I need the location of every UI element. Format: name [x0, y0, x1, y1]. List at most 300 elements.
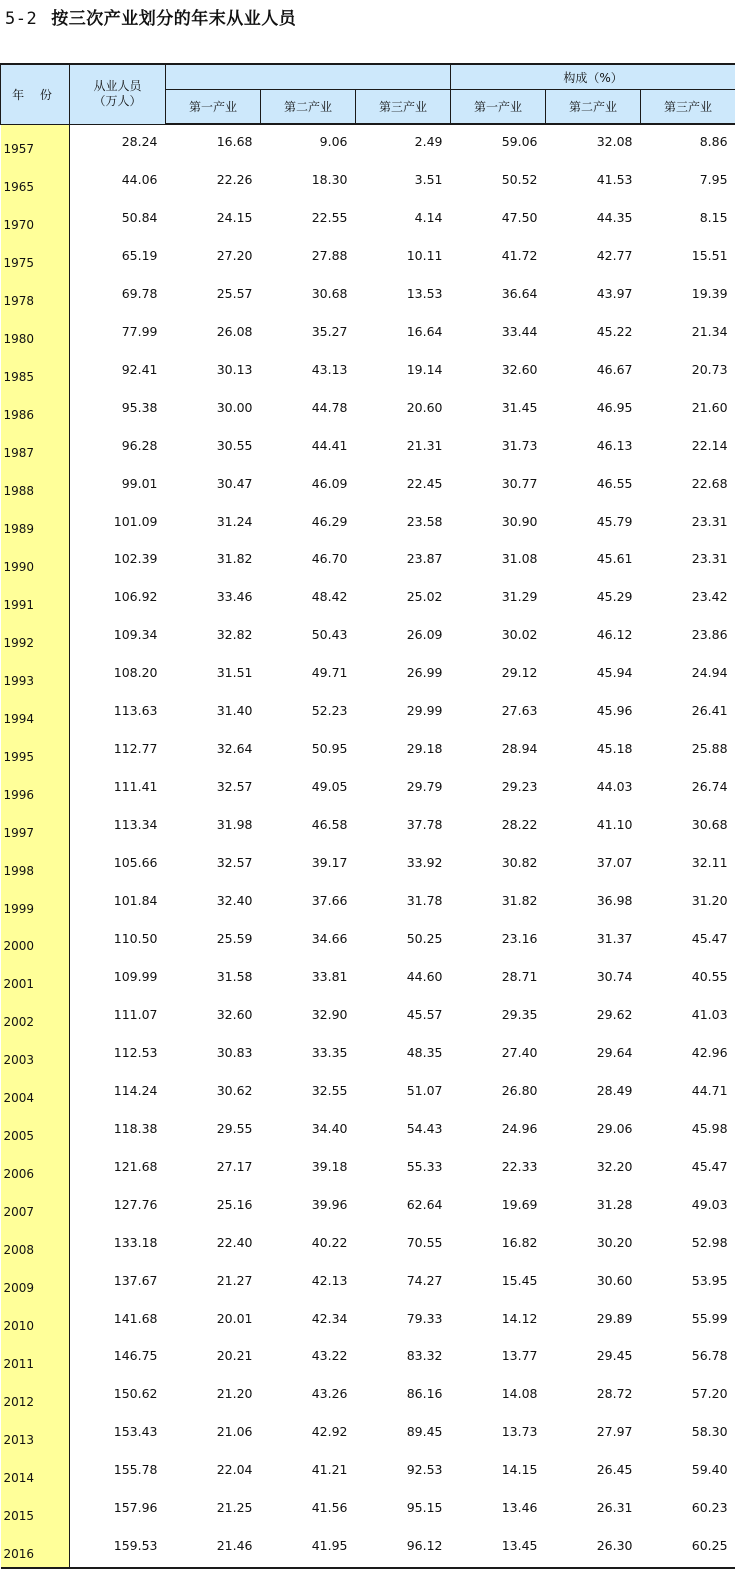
tertiary-count-cell: 92.53 — [356, 1453, 451, 1491]
tertiary-count-cell: 23.87 — [356, 542, 451, 580]
primary-count-cell: 21.25 — [166, 1491, 261, 1529]
tertiary-share-cell: 44.71 — [641, 1073, 735, 1111]
total-employed-cell: 109.34 — [70, 618, 166, 656]
total-employed-cell: 153.43 — [70, 1415, 166, 1453]
tertiary-share-cell: 26.74 — [641, 770, 735, 808]
primary-count-cell: 32.64 — [166, 732, 261, 770]
year-cell: 2011 — [1, 1339, 70, 1377]
secondary-share-cell: 41.10 — [546, 808, 641, 846]
table-row — [1, 808, 735, 846]
table-row — [1, 694, 735, 732]
total-employed-cell: 141.68 — [70, 1301, 166, 1339]
primary-share-cell: 28.94 — [451, 732, 546, 770]
secondary-share-cell: 29.62 — [546, 997, 641, 1035]
secondary-share-cell: 45.29 — [546, 580, 641, 618]
table-row — [1, 124, 735, 162]
primary-count-cell: 21.06 — [166, 1415, 261, 1453]
secondary-share-cell: 44.35 — [546, 200, 641, 238]
table-row — [1, 770, 735, 808]
primary-share-cell: 26.80 — [451, 1073, 546, 1111]
composition-group-header: 构成（%） — [451, 64, 735, 90]
year-cell: 1980 — [1, 314, 70, 352]
secondary-share-cell: 26.45 — [546, 1453, 641, 1491]
counts-group-header — [166, 64, 451, 90]
table-row — [1, 580, 735, 618]
tertiary-count-cell: 3.51 — [356, 162, 451, 200]
tertiary-share-cell: 8.15 — [641, 200, 735, 238]
primary-count-cell: 21.27 — [166, 1263, 261, 1301]
year-cell: 1996 — [1, 770, 70, 808]
primary-count-cell: 27.17 — [166, 1149, 261, 1187]
tertiary-share-cell: 20.73 — [641, 352, 735, 390]
secondary-count-cell: 40.22 — [261, 1225, 356, 1263]
tertiary-share-cell: 15.51 — [641, 238, 735, 276]
tertiary-share-cell: 49.03 — [641, 1187, 735, 1225]
tertiary-share-cell: 19.39 — [641, 276, 735, 314]
primary-share-cell: 14.08 — [451, 1377, 546, 1415]
table-row — [1, 314, 735, 352]
primary-share-cell: 41.72 — [451, 238, 546, 276]
primary-share-cell: 16.82 — [451, 1225, 546, 1263]
tertiary-share-cell: 25.88 — [641, 732, 735, 770]
primary-count-cell: 31.24 — [166, 504, 261, 542]
primary-share-cell: 23.16 — [451, 922, 546, 960]
tertiary-count-cell: 83.32 — [356, 1339, 451, 1377]
tertiary-share-cell: 21.60 — [641, 390, 735, 428]
primary-count-cell: 31.40 — [166, 694, 261, 732]
tertiary-industry-header: 第三产业 — [356, 90, 451, 125]
tertiary-count-cell: 25.02 — [356, 580, 451, 618]
secondary-share-cell: 45.18 — [546, 732, 641, 770]
year-cell: 1993 — [1, 656, 70, 694]
secondary-share-cell: 32.08 — [546, 124, 641, 162]
secondary-count-cell: 9.06 — [261, 124, 356, 162]
secondary-count-cell: 37.66 — [261, 884, 356, 922]
total-employed-cell: 159.53 — [70, 1529, 166, 1568]
primary-share-cell: 13.45 — [451, 1529, 546, 1568]
tertiary-count-cell: 19.14 — [356, 352, 451, 390]
table-row — [1, 846, 735, 884]
secondary-share-cell: 27.97 — [546, 1415, 641, 1453]
primary-count-cell: 20.01 — [166, 1301, 261, 1339]
tertiary-share-cell: 57.20 — [641, 1377, 735, 1415]
table-row — [1, 884, 735, 922]
primary-count-cell: 30.47 — [166, 466, 261, 504]
primary-industry-header: 第一产业 — [166, 90, 261, 125]
table-row — [1, 618, 735, 656]
year-cell: 1985 — [1, 352, 70, 390]
tertiary-share-cell: 53.95 — [641, 1263, 735, 1301]
secondary-share-cell: 26.30 — [546, 1529, 641, 1568]
secondary-share-cell: 46.67 — [546, 352, 641, 390]
primary-share-cell: 32.60 — [451, 352, 546, 390]
table-row — [1, 504, 735, 542]
table-row — [1, 352, 735, 390]
table-row — [1, 959, 735, 997]
secondary-share-cell: 30.74 — [546, 959, 641, 997]
secondary-share-cell: 46.12 — [546, 618, 641, 656]
secondary-share-cell: 28.72 — [546, 1377, 641, 1415]
tertiary-count-cell: 44.60 — [356, 959, 451, 997]
year-cell: 1975 — [1, 238, 70, 276]
secondary-share-cell: 45.61 — [546, 542, 641, 580]
tertiary-share-cell: 22.14 — [641, 428, 735, 466]
table-row — [1, 428, 735, 466]
table-row — [1, 1301, 735, 1339]
primary-count-cell: 32.40 — [166, 884, 261, 922]
table-row — [1, 1529, 735, 1568]
primary-count-cell: 32.57 — [166, 770, 261, 808]
secondary-share-cell: 43.97 — [546, 276, 641, 314]
secondary-count-cell: 52.23 — [261, 694, 356, 732]
year-cell: 2008 — [1, 1225, 70, 1263]
table-row — [1, 1149, 735, 1187]
tertiary-count-cell: 37.78 — [356, 808, 451, 846]
tertiary-count-cell: 55.33 — [356, 1149, 451, 1187]
tertiary-count-cell: 16.64 — [356, 314, 451, 352]
secondary-share-cell: 37.07 — [546, 846, 641, 884]
secondary-share-cell: 46.13 — [546, 428, 641, 466]
tertiary-share-cell: 30.68 — [641, 808, 735, 846]
secondary-count-cell: 42.13 — [261, 1263, 356, 1301]
total-employed-cell: 146.75 — [70, 1339, 166, 1377]
primary-count-cell: 21.20 — [166, 1377, 261, 1415]
table-row — [1, 1111, 735, 1149]
total-employed-cell: 106.92 — [70, 580, 166, 618]
tertiary-count-cell: 29.79 — [356, 770, 451, 808]
primary-share-cell: 29.35 — [451, 997, 546, 1035]
total-employed-cell: 50.84 — [70, 200, 166, 238]
primary-count-cell: 24.15 — [166, 200, 261, 238]
primary-share-cell: 24.96 — [451, 1111, 546, 1149]
secondary-share-cell: 29.89 — [546, 1301, 641, 1339]
table-row — [1, 1263, 735, 1301]
primary-count-cell: 32.57 — [166, 846, 261, 884]
tertiary-share-cell: 45.47 — [641, 922, 735, 960]
total-employed-cell: 113.63 — [70, 694, 166, 732]
table-row — [1, 466, 735, 504]
primary-share-cell: 30.90 — [451, 504, 546, 542]
secondary-share-cell: 45.94 — [546, 656, 641, 694]
total-employed-cell: 112.53 — [70, 1035, 166, 1073]
tertiary-count-cell: 74.27 — [356, 1263, 451, 1301]
secondary-share-cell: 29.06 — [546, 1111, 641, 1149]
tertiary-count-cell: 29.99 — [356, 694, 451, 732]
primary-count-cell: 22.40 — [166, 1225, 261, 1263]
primary-count-cell: 30.83 — [166, 1035, 261, 1073]
total-employed-cell: 96.28 — [70, 428, 166, 466]
primary-count-cell: 30.00 — [166, 390, 261, 428]
tertiary-share-cell: 45.47 — [641, 1149, 735, 1187]
table-title: 按三次产业划分的年末从业人员 — [51, 9, 296, 29]
secondary-count-cell: 34.40 — [261, 1111, 356, 1149]
table-body — [1, 124, 735, 1568]
total-employed-cell: 157.96 — [70, 1491, 166, 1529]
primary-share-cell: 31.73 — [451, 428, 546, 466]
tertiary-share-cell: 42.96 — [641, 1035, 735, 1073]
total-employed-cell: 101.84 — [70, 884, 166, 922]
total-employed-cell: 99.01 — [70, 466, 166, 504]
secondary-share-cell: 26.31 — [546, 1491, 641, 1529]
year-cell: 1990 — [1, 542, 70, 580]
total-employed-cell: 95.38 — [70, 390, 166, 428]
tertiary-count-cell: 13.53 — [356, 276, 451, 314]
total-employed-cell: 127.76 — [70, 1187, 166, 1225]
primary-share-cell: 28.22 — [451, 808, 546, 846]
year-cell: 1965 — [1, 162, 70, 200]
tertiary-share-cell: 22.68 — [641, 466, 735, 504]
tertiary-share-cell: 23.31 — [641, 504, 735, 542]
table-number: 5-2 — [5, 9, 37, 29]
primary-share-cell: 22.33 — [451, 1149, 546, 1187]
primary-share-cell: 15.45 — [451, 1263, 546, 1301]
primary-count-cell: 31.98 — [166, 808, 261, 846]
table-row — [1, 1339, 735, 1377]
year-cell: 2013 — [1, 1415, 70, 1453]
total-employed-unit: （万人） — [70, 94, 165, 109]
tertiary-share-cell: 60.25 — [641, 1529, 735, 1568]
secondary-count-cell: 39.96 — [261, 1187, 356, 1225]
tertiary-share-header: 第三产业 — [641, 90, 735, 125]
primary-share-cell: 27.40 — [451, 1035, 546, 1073]
year-cell: 1994 — [1, 694, 70, 732]
year-cell: 1998 — [1, 846, 70, 884]
secondary-count-cell: 18.30 — [261, 162, 356, 200]
primary-share-cell: 14.12 — [451, 1301, 546, 1339]
secondary-count-cell: 33.35 — [261, 1035, 356, 1073]
table-row — [1, 1073, 735, 1111]
tertiary-share-cell: 8.86 — [641, 124, 735, 162]
secondary-count-cell: 34.66 — [261, 922, 356, 960]
secondary-share-cell: 29.64 — [546, 1035, 641, 1073]
tertiary-share-cell: 41.03 — [641, 997, 735, 1035]
total-employed-cell: 114.24 — [70, 1073, 166, 1111]
table-row — [1, 656, 735, 694]
secondary-share-cell: 45.96 — [546, 694, 641, 732]
year-cell: 2012 — [1, 1377, 70, 1415]
tertiary-count-cell: 48.35 — [356, 1035, 451, 1073]
primary-share-cell: 31.08 — [451, 542, 546, 580]
primary-share-cell: 30.77 — [451, 466, 546, 504]
primary-share-cell: 19.69 — [451, 1187, 546, 1225]
tertiary-count-cell: 79.33 — [356, 1301, 451, 1339]
secondary-count-cell: 46.58 — [261, 808, 356, 846]
tertiary-count-cell: 95.15 — [356, 1491, 451, 1529]
tertiary-count-cell: 10.11 — [356, 238, 451, 276]
tertiary-count-cell: 70.55 — [356, 1225, 451, 1263]
tertiary-share-cell: 23.86 — [641, 618, 735, 656]
primary-share-cell: 30.82 — [451, 846, 546, 884]
tertiary-share-cell: 24.94 — [641, 656, 735, 694]
tertiary-share-cell: 52.98 — [641, 1225, 735, 1263]
secondary-count-cell: 32.55 — [261, 1073, 356, 1111]
primary-share-cell: 13.77 — [451, 1339, 546, 1377]
year-cell: 1978 — [1, 276, 70, 314]
page-title — [5, 6, 296, 32]
primary-share-cell: 31.45 — [451, 390, 546, 428]
primary-share-cell: 47.50 — [451, 200, 546, 238]
year-cell: 2004 — [1, 1073, 70, 1111]
tertiary-count-cell: 4.14 — [356, 200, 451, 238]
year-cell: 2000 — [1, 922, 70, 960]
secondary-industry-header: 第二产业 — [261, 90, 356, 125]
tertiary-count-cell: 62.64 — [356, 1187, 451, 1225]
secondary-count-cell: 33.81 — [261, 959, 356, 997]
table-row — [1, 1491, 735, 1529]
table-row — [1, 922, 735, 960]
year-cell: 2016 — [1, 1529, 70, 1568]
total-employed-cell: 44.06 — [70, 162, 166, 200]
total-employed-cell: 111.41 — [70, 770, 166, 808]
primary-share-cell: 29.12 — [451, 656, 546, 694]
secondary-count-cell: 32.90 — [261, 997, 356, 1035]
secondary-count-cell: 49.05 — [261, 770, 356, 808]
primary-count-cell: 22.26 — [166, 162, 261, 200]
primary-share-cell: 59.06 — [451, 124, 546, 162]
total-employed-cell: 113.34 — [70, 808, 166, 846]
tertiary-count-cell: 20.60 — [356, 390, 451, 428]
year-cell: 2003 — [1, 1035, 70, 1073]
year-cell: 2001 — [1, 959, 70, 997]
year-cell: 2007 — [1, 1187, 70, 1225]
total-employed-cell: 110.50 — [70, 922, 166, 960]
tertiary-count-cell: 21.31 — [356, 428, 451, 466]
year-cell: 1988 — [1, 466, 70, 504]
secondary-count-cell: 27.88 — [261, 238, 356, 276]
secondary-share-cell: 41.53 — [546, 162, 641, 200]
tertiary-share-cell: 40.55 — [641, 959, 735, 997]
total-employed-cell: 150.62 — [70, 1377, 166, 1415]
primary-share-header: 第一产业 — [451, 90, 546, 125]
tertiary-share-cell: 23.31 — [641, 542, 735, 580]
year-cell: 2002 — [1, 997, 70, 1035]
tertiary-share-cell: 56.78 — [641, 1339, 735, 1377]
total-employed-cell: 101.09 — [70, 504, 166, 542]
total-employed-cell: 108.20 — [70, 656, 166, 694]
tertiary-count-cell: 50.25 — [356, 922, 451, 960]
table-row — [1, 200, 735, 238]
year-cell: 1989 — [1, 504, 70, 542]
secondary-share-cell: 45.79 — [546, 504, 641, 542]
primary-count-cell: 21.46 — [166, 1529, 261, 1568]
year-cell: 2005 — [1, 1111, 70, 1149]
tertiary-share-cell: 23.42 — [641, 580, 735, 618]
total-employed-cell: 121.68 — [70, 1149, 166, 1187]
total-employed-cell: 105.66 — [70, 846, 166, 884]
tertiary-count-cell: 96.12 — [356, 1529, 451, 1568]
primary-share-cell: 31.82 — [451, 884, 546, 922]
total-employed-cell: 111.07 — [70, 997, 166, 1035]
primary-count-cell: 27.20 — [166, 238, 261, 276]
year-cell: 2009 — [1, 1263, 70, 1301]
table-row — [1, 276, 735, 314]
year-cell: 2015 — [1, 1491, 70, 1529]
primary-count-cell: 22.04 — [166, 1453, 261, 1491]
year-cell: 2010 — [1, 1301, 70, 1339]
total-employed-cell: 69.78 — [70, 276, 166, 314]
secondary-count-cell: 41.56 — [261, 1491, 356, 1529]
primary-count-cell: 20.21 — [166, 1339, 261, 1377]
secondary-share-cell: 46.95 — [546, 390, 641, 428]
year-column-header: 年 份 — [1, 64, 70, 124]
secondary-count-cell: 46.29 — [261, 504, 356, 542]
primary-count-cell: 25.59 — [166, 922, 261, 960]
primary-count-cell: 31.51 — [166, 656, 261, 694]
primary-share-cell: 13.73 — [451, 1415, 546, 1453]
secondary-count-cell: 50.95 — [261, 732, 356, 770]
secondary-count-cell: 49.71 — [261, 656, 356, 694]
secondary-share-cell: 31.28 — [546, 1187, 641, 1225]
secondary-share-cell: 45.22 — [546, 314, 641, 352]
table-row — [1, 542, 735, 580]
primary-count-cell: 30.13 — [166, 352, 261, 390]
secondary-count-cell: 44.78 — [261, 390, 356, 428]
primary-count-cell: 30.55 — [166, 428, 261, 466]
tertiary-share-cell: 59.40 — [641, 1453, 735, 1491]
primary-share-cell: 31.29 — [451, 580, 546, 618]
primary-count-cell: 25.57 — [166, 276, 261, 314]
secondary-share-cell: 29.45 — [546, 1339, 641, 1377]
employment-table — [0, 63, 735, 1569]
year-cell: 1957 — [1, 124, 70, 162]
secondary-count-cell: 46.09 — [261, 466, 356, 504]
tertiary-count-cell: 45.57 — [356, 997, 451, 1035]
tertiary-count-cell: 23.58 — [356, 504, 451, 542]
tertiary-count-cell: 29.18 — [356, 732, 451, 770]
year-cell: 2006 — [1, 1149, 70, 1187]
total-employed-cell: 155.78 — [70, 1453, 166, 1491]
tertiary-count-cell: 26.99 — [356, 656, 451, 694]
tertiary-share-cell: 21.34 — [641, 314, 735, 352]
primary-share-cell: 29.23 — [451, 770, 546, 808]
secondary-share-cell: 32.20 — [546, 1149, 641, 1187]
tertiary-count-cell: 51.07 — [356, 1073, 451, 1111]
tertiary-count-cell: 86.16 — [356, 1377, 451, 1415]
year-cell: 1995 — [1, 732, 70, 770]
tertiary-share-cell: 55.99 — [641, 1301, 735, 1339]
primary-share-cell: 13.46 — [451, 1491, 546, 1529]
secondary-count-cell: 43.22 — [261, 1339, 356, 1377]
total-employed-cell: 133.18 — [70, 1225, 166, 1263]
tertiary-share-cell: 60.23 — [641, 1491, 735, 1529]
secondary-count-cell: 35.27 — [261, 314, 356, 352]
table-row — [1, 1453, 735, 1491]
secondary-count-cell: 42.34 — [261, 1301, 356, 1339]
table-row — [1, 1035, 735, 1073]
secondary-share-header: 第二产业 — [546, 90, 641, 125]
tertiary-count-cell: 31.78 — [356, 884, 451, 922]
secondary-share-cell: 30.60 — [546, 1263, 641, 1301]
secondary-share-cell: 31.37 — [546, 922, 641, 960]
secondary-count-cell: 41.95 — [261, 1529, 356, 1568]
secondary-count-cell: 48.42 — [261, 580, 356, 618]
total-employed-cell: 92.41 — [70, 352, 166, 390]
primary-share-cell: 27.63 — [451, 694, 546, 732]
secondary-count-cell: 44.41 — [261, 428, 356, 466]
secondary-count-cell: 39.17 — [261, 846, 356, 884]
primary-count-cell: 33.46 — [166, 580, 261, 618]
tertiary-share-cell: 31.20 — [641, 884, 735, 922]
secondary-count-cell: 41.21 — [261, 1453, 356, 1491]
total-employed-header — [70, 64, 166, 124]
primary-count-cell: 31.82 — [166, 542, 261, 580]
table-row — [1, 390, 735, 428]
table-row — [1, 1187, 735, 1225]
total-employed-cell: 109.99 — [70, 959, 166, 997]
year-cell: 2014 — [1, 1453, 70, 1491]
year-cell: 1987 — [1, 428, 70, 466]
primary-share-cell: 30.02 — [451, 618, 546, 656]
